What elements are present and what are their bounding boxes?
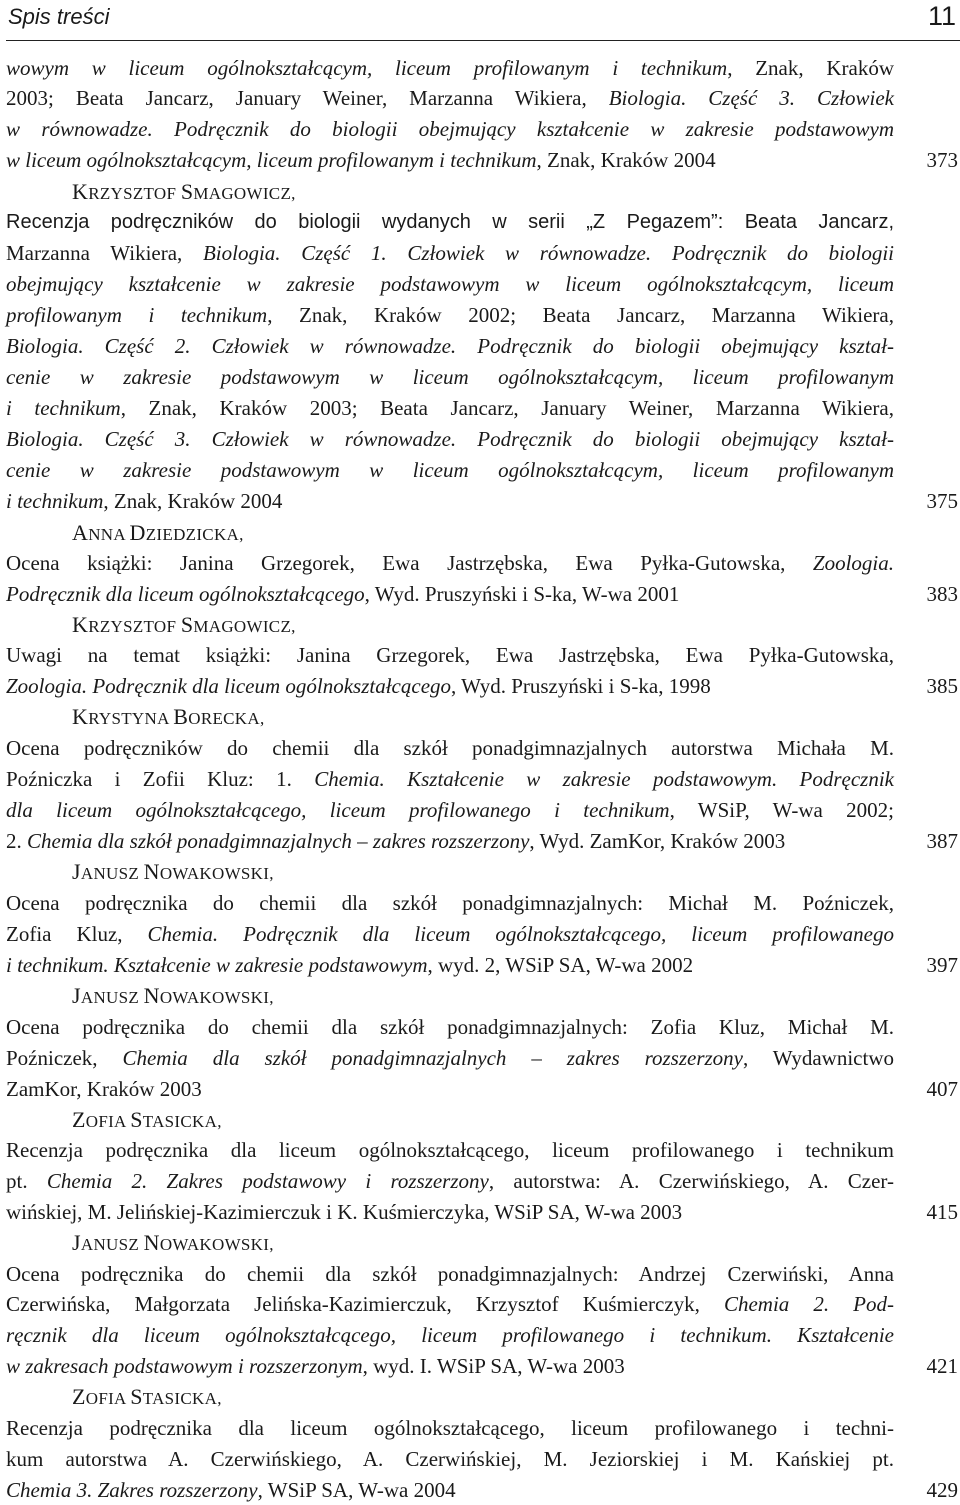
entry-text: Recenzja podręczników do biologii wydanych w serii „Z Pegazem”: Beata Jancarz, — [6, 211, 894, 233]
author-name-part: K — [72, 612, 89, 637]
title-text: Chemia dla szkół ponadgimnazjalnych – zakres rozszerzony — [27, 829, 530, 853]
author-name-part: OFIA — [85, 1112, 131, 1131]
author-name-part: RYSTYNA — [88, 709, 174, 728]
author-name-part: OWAKOWSKI, — [159, 1235, 274, 1254]
entry-text: 2. — [6, 829, 27, 853]
entry-text: , wyd. 2, WSiP SA, W-wa 2002 — [427, 953, 694, 977]
author-name-part: OFIA — [85, 1389, 131, 1408]
entry-text: Uwagi na temat książki: Janina Grzegorek, Ewa Jastrzębska, Ewa Pyłka-Gutowska, — [6, 643, 894, 667]
toc-line — [6, 269, 894, 299]
author-name-part: Z — [72, 1107, 86, 1132]
author-name-part: N — [143, 983, 160, 1008]
toc-line — [6, 486, 894, 516]
title-text: Podręcznik dla liceum ogólnokształcącego — [6, 582, 365, 606]
toc-line — [6, 1197, 894, 1227]
toc-line — [6, 455, 894, 485]
author-name-part: MAGOWICZ, — [193, 617, 296, 636]
author-name-part: N — [143, 1230, 160, 1255]
toc-line — [6, 579, 894, 609]
toc-page-number: 407 — [926, 1077, 958, 1101]
toc-author — [72, 1105, 892, 1135]
toc-author — [72, 518, 892, 548]
author-name-part: B — [173, 704, 189, 729]
toc-line — [6, 1259, 894, 1289]
author-name-part: OWAKOWSKI, — [159, 988, 274, 1007]
title-text: i technikum — [6, 396, 121, 420]
entry-text: , wyd. I. WSiP SA, W-wa 2003 — [362, 1354, 625, 1378]
entry-text: , WSiP, W-wa 2002; — [669, 798, 895, 822]
entry-text: pt. — [6, 1169, 47, 1193]
toc-author — [72, 1382, 892, 1412]
author-name-part: S — [180, 612, 194, 637]
toc-line — [6, 1320, 894, 1350]
toc-page-number: 383 — [926, 582, 958, 606]
toc-line — [6, 393, 894, 423]
entry-text: , Znak, Kraków 2004 — [536, 148, 716, 172]
toc-line — [6, 1444, 894, 1474]
toc-line — [6, 53, 894, 83]
title-text: dla liceum ogólnokształcącego, liceum profilowanego i technikum — [6, 798, 670, 822]
toc-line — [6, 362, 894, 392]
title-text: Biologia. Część 3. Człowiek w równowadze. Podręcznik do biologii obejmujący kształ- — [6, 427, 894, 451]
title-text: cenie w zakresie podstawowym w liceum ogólnokształcącym, liceum profilowanym — [6, 458, 894, 482]
title-text: i technikum — [6, 489, 104, 513]
toc-author — [72, 981, 892, 1011]
toc-page-number: 421 — [926, 1354, 958, 1378]
toc-page-number: 385 — [926, 674, 958, 698]
author-name-part: NNA — [88, 525, 130, 544]
entry-text: , Wyd. Pruszyński i S-ka, W-wa 2001 — [364, 582, 680, 606]
toc-line — [6, 950, 894, 980]
title-text: Chemia. Kształcenie w zakresie podstawowym. Podręcznik — [314, 767, 894, 791]
toc-page-number: 397 — [926, 953, 958, 977]
entry-text: , Znak, Kraków — [727, 56, 894, 80]
author-name-part: K — [72, 704, 89, 729]
author-name-part: RZYSZTOF — [88, 184, 181, 203]
title-text: obejmujący kształcenie w zakresie podstawowym w liceum ogólnokształcącym, liceum — [6, 272, 894, 296]
toc-author — [72, 1228, 892, 1258]
entry-text: Ocena podręcznika do chemii dla szkół ponadgimnazjalnych: Andrzej Czerwiński, Anna — [6, 1262, 894, 1286]
title-text: Chemia 3. Zakres rozszerzony — [6, 1478, 258, 1502]
title-text: profilowanym i technikum — [6, 303, 268, 327]
running-header-title: Spis treści — [8, 4, 110, 29]
author-name-part: S — [130, 1107, 143, 1132]
toc-line — [6, 1475, 894, 1505]
toc-author — [72, 177, 892, 207]
author-name-part: D — [129, 520, 146, 545]
toc-line — [6, 919, 894, 949]
toc-author — [72, 610, 892, 640]
toc-line — [6, 733, 894, 763]
entry-text: , Wydawnictwo — [743, 1046, 895, 1070]
author-name-part: TASICKA, — [142, 1389, 222, 1408]
author-name-part: Z — [72, 1384, 86, 1409]
entry-text: , Znak, Kraków 2003; Beata Jancarz, January Weiner, Marzanna Wikiera, — [120, 396, 894, 420]
toc-page-number: 387 — [926, 829, 958, 853]
toc-page-number: 415 — [926, 1200, 958, 1224]
entry-text: Marzanna Wikiera, — [6, 241, 203, 265]
title-text: Biologia. Część 2. Człowiek w równowadze. Podręcznik do biologii obejmujący kształ- — [6, 334, 894, 358]
toc-line — [6, 114, 894, 144]
entry-text: kum autorstwa A. Czerwińskiego, A. Czerwińskiej, M. Jeziorskiej i M. Kańskiej pt. — [6, 1447, 894, 1471]
toc-line — [6, 1166, 894, 1196]
toc-line — [6, 331, 894, 361]
toc-line — [6, 145, 894, 175]
author-name-part: ANUSZ — [80, 988, 144, 1007]
title-text: Biologia. Część 1. Człowiek w równowadze. Podręcznik do biologii — [202, 241, 894, 265]
author-name-part: MAGOWICZ, — [193, 184, 296, 203]
author-name-part: J — [72, 1230, 81, 1255]
toc-author — [72, 702, 892, 732]
author-name-part: J — [72, 983, 81, 1008]
entry-text: Recenzja podręcznika dla liceum ogólnokształcącego, liceum profilowanego i technikum — [6, 1138, 894, 1162]
toc-line — [6, 300, 894, 330]
toc-line — [6, 1413, 894, 1443]
toc-line — [6, 671, 894, 701]
toc-line — [6, 795, 894, 825]
toc-line — [6, 1043, 894, 1073]
title-text: cenie w zakresie podstawowym w liceum ogólnokształcącym, liceum profilowanym — [6, 365, 894, 389]
entry-text: Poźniczek, — [6, 1046, 123, 1070]
entry-text: ZamKor, Kraków 2003 — [6, 1077, 202, 1101]
title-text: Zoologia. Podręcznik dla liceum ogólnokształcącego — [6, 674, 452, 698]
author-name-part: S — [180, 179, 194, 204]
author-name-part: OWAKOWSKI, — [159, 864, 274, 883]
author-name-part: K — [72, 179, 89, 204]
title-text: Chemia 2. Zakres podstawowy i rozszerzony — [46, 1169, 489, 1193]
title-text: Zoologia. — [812, 551, 894, 575]
entry-text: 2003; Beata Jancarz, January Weiner, Marzanna Wikiera, — [6, 86, 609, 110]
toc-line — [6, 424, 894, 454]
toc-page-number: 373 — [926, 148, 958, 172]
toc-line — [6, 238, 894, 268]
title-text: Chemia dla szkół ponadgimnazjalnych – zakres rozszerzony — [122, 1046, 743, 1070]
title-text: ręcznik dla liceum ogólnokształcącego, liceum profilowanego i technikum. Kształcenie — [6, 1323, 894, 1347]
title-text: w zakresach podstawowym i rozszerzonym — [6, 1354, 363, 1378]
entry-text: wińskiej, M. Jelińskiej-Kazimierczuk i K. Kuśmierczyka, WSiP SA, W-wa 2003 — [6, 1200, 683, 1224]
entry-text: , Wyd. Pruszyński i S-ka, 1998 — [451, 674, 711, 698]
toc-line — [6, 888, 894, 918]
toc-author — [72, 857, 892, 887]
entry-text: Poźniczka i Zofii Kluz: 1. — [6, 767, 315, 791]
entry-text: Ocena książki: Janina Grzegorek, Ewa Jastrzębska, Ewa Pyłka-Gutowska, — [6, 551, 813, 575]
toc-line — [6, 83, 894, 113]
entry-text: Ocena podręcznika do chemii dla szkół ponadgimnazjalnych: Michał M. Poźniczek, — [6, 891, 894, 915]
toc-line — [6, 1135, 894, 1165]
toc-line — [6, 207, 894, 237]
author-name-part: TASICKA, — [142, 1112, 222, 1131]
entry-text: Zofia Kluz, — [6, 922, 148, 946]
toc-line — [6, 764, 894, 794]
title-text: Chemia. Podręcznik dla liceum ogólnokształcącego, liceum profilowanego — [147, 922, 894, 946]
entry-text: , WSiP SA, W-wa 2004 — [257, 1478, 456, 1502]
toc-page-number: 375 — [926, 489, 958, 513]
entry-text: , Wyd. ZamKor, Kraków 2003 — [529, 829, 786, 853]
author-name-part: ORECKA, — [188, 709, 265, 728]
author-name-part: RZYSZTOF — [88, 617, 181, 636]
entry-text: , Znak, Kraków 2002; Beata Jancarz, Marzanna Wikiera, — [267, 303, 894, 327]
title-text: Chemia 2. Pod- — [723, 1292, 894, 1316]
running-header — [6, 0, 960, 41]
author-name-part: A — [72, 520, 89, 545]
entry-text: Ocena podręcznika do chemii dla szkół ponadgimnazjalnych: Zofia Kluz, Michał M. — [6, 1015, 894, 1039]
toc-line — [6, 1289, 894, 1319]
toc-line — [6, 1074, 894, 1104]
toc-page-number: 429 — [926, 1478, 958, 1502]
toc-line — [6, 1012, 894, 1042]
entry-text: Czerwińska, Małgorzata Jelińska-Kazimierczuk, Krzysztof Kuśmierczyk, — [6, 1292, 724, 1316]
author-name-part: ANUSZ — [80, 864, 144, 883]
entry-text: , autorstwa: A. Czerwińskiego, A. Czer- — [488, 1169, 894, 1193]
title-text: w równowadze. Podręcznik do biologii obejmujący kształcenie w zakresie podstawowym — [6, 117, 894, 141]
author-name-part: S — [130, 1384, 143, 1409]
author-name-part: N — [143, 859, 160, 884]
author-name-part: ZIEDZICKA, — [145, 525, 244, 544]
toc-line — [6, 640, 894, 670]
title-text: w liceum ogólnokształcącym, liceum profilowanym i technikum — [6, 148, 537, 172]
author-name-part: J — [72, 859, 81, 884]
title-text: Biologia. Część 3. Człowiek — [608, 86, 894, 110]
entry-text: Recenzja podręcznika dla liceum ogólnokształcącego, liceum profilowanego i techni- — [6, 1416, 894, 1440]
toc-line — [6, 826, 894, 856]
page-number: 11 — [927, 1, 956, 31]
toc-line — [6, 548, 894, 578]
title-text: i technikum. Kształcenie w zakresie podstawowym — [6, 953, 428, 977]
title-text: wowym w liceum ogólnokształcącym, liceum profilowanym i technikum — [6, 56, 728, 80]
toc-line — [6, 1351, 894, 1381]
entry-text: Ocena podręczników do chemii dla szkół ponadgimnazjalnych autorstwa Michała M. — [6, 736, 894, 760]
entry-text: , Znak, Kraków 2004 — [103, 489, 283, 513]
author-name-part: ANUSZ — [80, 1235, 144, 1254]
